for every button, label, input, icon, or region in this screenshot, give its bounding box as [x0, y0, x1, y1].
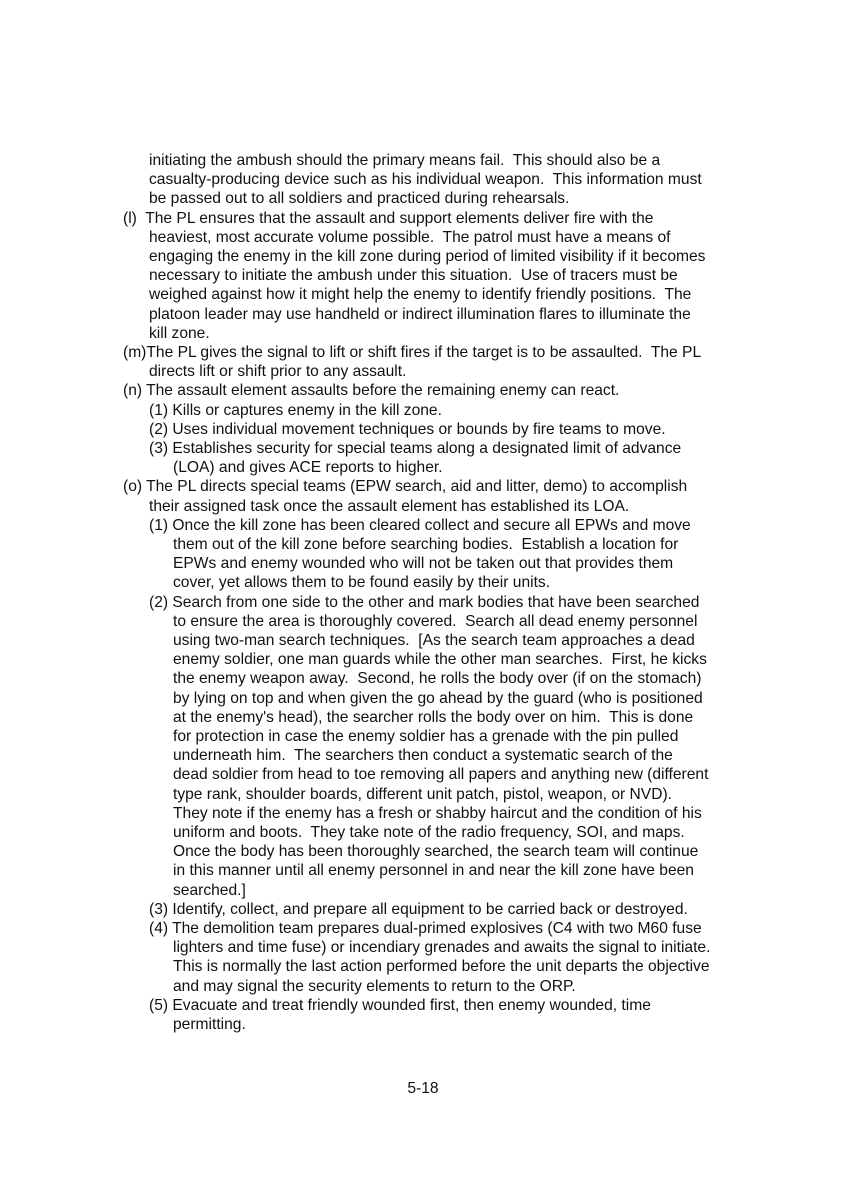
text-line: casualty-producing device such as his individual weapon. This information must	[149, 171, 702, 189]
text-line: (2) Uses individual movement techniques or bounds by fire teams to move.	[149, 420, 666, 438]
text-line: using two-man search techniques. [As the search team approaches a dead	[173, 632, 695, 649]
text-line: lighters and time fuse) or incendiary grenades and awaits the signal to initiate.	[173, 939, 711, 957]
text-line: kill zone.	[149, 324, 210, 342]
text-line: This is normally the last action performed before the unit departs the objective	[173, 958, 710, 976]
text-line: (LOA) and gives ACE reports to higher.	[173, 459, 443, 477]
text-line: underneath him. The searchers then conduct a systematic search of the	[173, 747, 673, 765]
text-line: uniform and boots. They take note of the radio frequency, SOI, and maps.	[173, 824, 685, 841]
text-line: searched.]	[173, 881, 246, 899]
text-line: Once the body has been thoroughly searched, the search team will continue	[173, 843, 699, 861]
text-line: them out of the kill zone before searching bodies. Establish a location for	[173, 536, 679, 553]
text-line: (n) The assault element assaults before the remaining enemy can react.	[123, 382, 620, 400]
text-line: (3) Establishes security for special teams along a designated limit of advance	[149, 440, 682, 457]
text-line: (l) The PL ensures that the assault and support elements deliver fire with the	[123, 209, 654, 227]
text-line: (3) Identify, collect, and prepare all equipment to be carried back or destroyed.	[149, 900, 688, 918]
text-line: cover, yet allows them to be found easily by their units.	[173, 574, 551, 592]
text-line: initiating the ambush should the primary means fail. This should also be a	[149, 152, 661, 169]
text-line: (5) Evacuate and treat friendly wounded first, then enemy wounded, time	[149, 996, 651, 1014]
text-line: weighed against how it might help the enemy to identify friendly positions. The	[149, 286, 692, 304]
text-line: (1) Once the kill zone has been cleared collect and secure all EPWs and move	[149, 516, 691, 534]
text-line: by lying on top and when given the go ahead by the guard (who is positioned	[173, 689, 703, 707]
text-line: (2) Search from one side to the other and mark bodies that have been searched	[149, 593, 700, 611]
text-line: dead soldier from head to toe removing all papers and anything new (different	[173, 766, 709, 784]
text-line: directs lift or shift prior to any assault.	[149, 363, 407, 381]
text-line: and may signal the security elements to return to the ORP.	[173, 977, 576, 995]
text-line: (m)The PL gives the signal to lift or shift fires if the target is to be assaulted. The PL	[123, 344, 702, 361]
text-line: EPWs and enemy wounded who will not be taken out that provides them	[173, 555, 674, 573]
text-line: type rank, shoulder boards, different unit patch, pistol, weapon, or NVD).	[173, 785, 672, 803]
text-line: the enemy weapon away. Second, he rolls the body over (if on the stomach)	[173, 670, 702, 688]
text-line: (4) The demolition team prepares dual-primed explosives (C4 with two M60 fuse	[149, 920, 702, 937]
text-line: heaviest, most accurate volume possible. The patrol must have a means of	[149, 228, 671, 246]
text-line: in this manner until all enemy personnel in and near the kill zone have been	[173, 862, 694, 880]
text-line: their assigned task once the assault element has established its LOA.	[149, 497, 630, 515]
text-line: (1) Kills or captures enemy in the kill zone.	[149, 401, 442, 419]
text-line: necessary to initiate the ambush under this situation. Use of tracers must be	[149, 267, 678, 285]
text-line: (o) The PL directs special teams (EPW search, aid and litter, demo) to accomplish	[123, 478, 688, 496]
text-line: be passed out to all soldiers and practiced during rehearsals.	[149, 190, 570, 208]
text-line: enemy soldier, one man guards while the other man searches. First, he kicks	[173, 651, 707, 669]
text-line: permitting.	[173, 1016, 246, 1033]
text-line: to ensure the area is thoroughly covered. Search all dead enemy personnel	[173, 612, 698, 630]
text-line: at the enemy's head), the searcher rolls the body over on him. This is done	[173, 708, 694, 726]
page-number: 5-18	[407, 1080, 439, 1097]
text-line: They note if the enemy has a fresh or shabby haircut and the condition of his	[173, 804, 702, 822]
text-line: engaging the enemy in the kill zone during period of limited visibility if it becomes	[149, 248, 706, 265]
text-line: platoon leader may use handheld or indirect illumination flares to illuminate the	[149, 305, 691, 323]
text-line: for protection in case the enemy soldier has a grenade with the pin pulled	[173, 728, 679, 745]
